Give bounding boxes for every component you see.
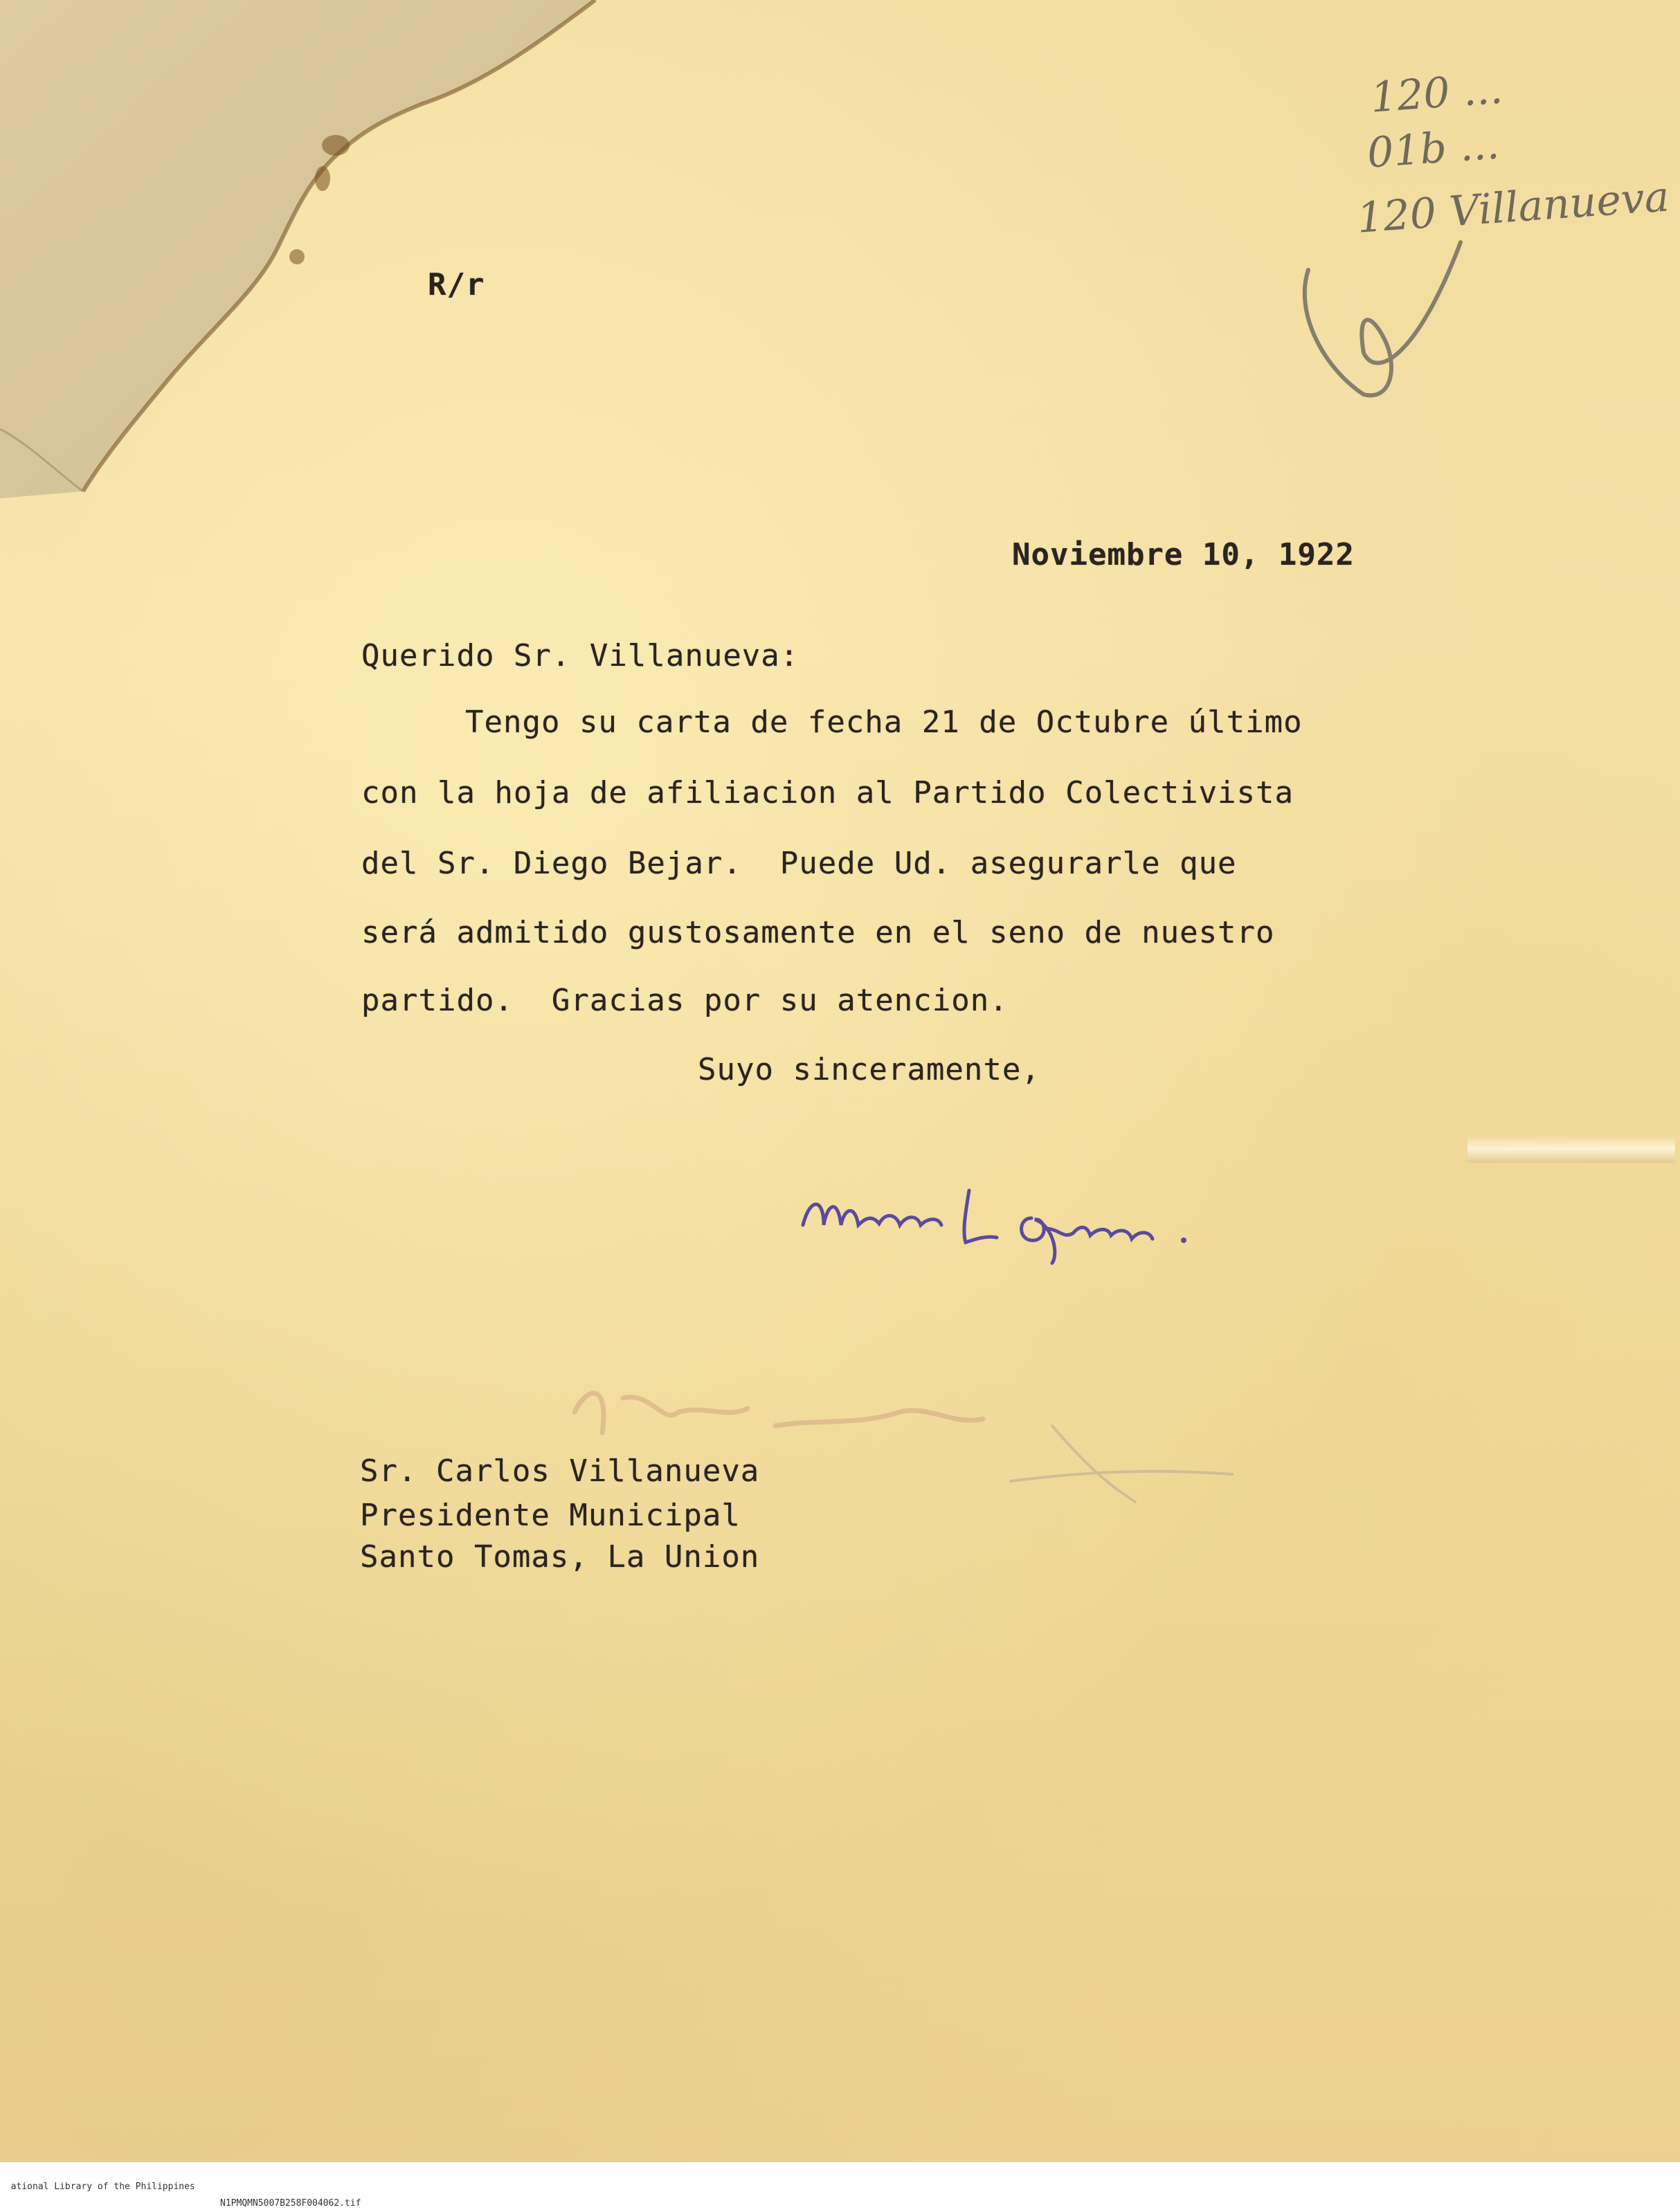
ink-stain <box>315 166 330 191</box>
handwritten-note: 120 ... <box>1369 64 1505 123</box>
ink-stain <box>322 135 350 156</box>
torn-corner <box>0 0 623 512</box>
body-line: será admitido gustosamente en el seno de nuestro <box>361 915 1275 950</box>
addressee-line: Sr. Carlos Villanueva <box>360 1453 760 1489</box>
archive-footer <box>0 2162 1680 2209</box>
addressee-line: Santo Tomas, La Union <box>360 1539 760 1575</box>
addressee-line: Presidente Municipal <box>360 1498 741 1533</box>
handwritten-note: 120 Villanueva <box>1355 172 1671 243</box>
signature <box>796 1177 1211 1273</box>
salutation: Querido Sr. Villanueva: <box>361 638 800 673</box>
body-line: con la hoja de afiliacion al Partido Colectivista <box>361 775 1294 810</box>
ink-stain <box>289 249 305 264</box>
reference-mark: R/r <box>428 267 485 302</box>
pencil-check-mark <box>1281 228 1502 415</box>
footer-institution: ational Library of the Philippines <box>10 2182 195 2192</box>
body-line: Tengo su carta de fecha 21 de Octubre último <box>465 705 1303 740</box>
body-line: partido. Gracias por su atencion. <box>361 983 1009 1018</box>
fold-crease <box>1467 1135 1675 1163</box>
footer-filename: N1PMQMN5007B258F004062.tif <box>220 2198 361 2209</box>
handwritten-note: 01b ... <box>1365 120 1501 178</box>
closing: Suyo sinceramente, <box>698 1052 1040 1087</box>
letter-date: Noviembre 10, 1922 <box>1012 537 1355 572</box>
body-line: del Sr. Diego Bejar. Puede Ud. asegurarle que <box>361 846 1237 881</box>
